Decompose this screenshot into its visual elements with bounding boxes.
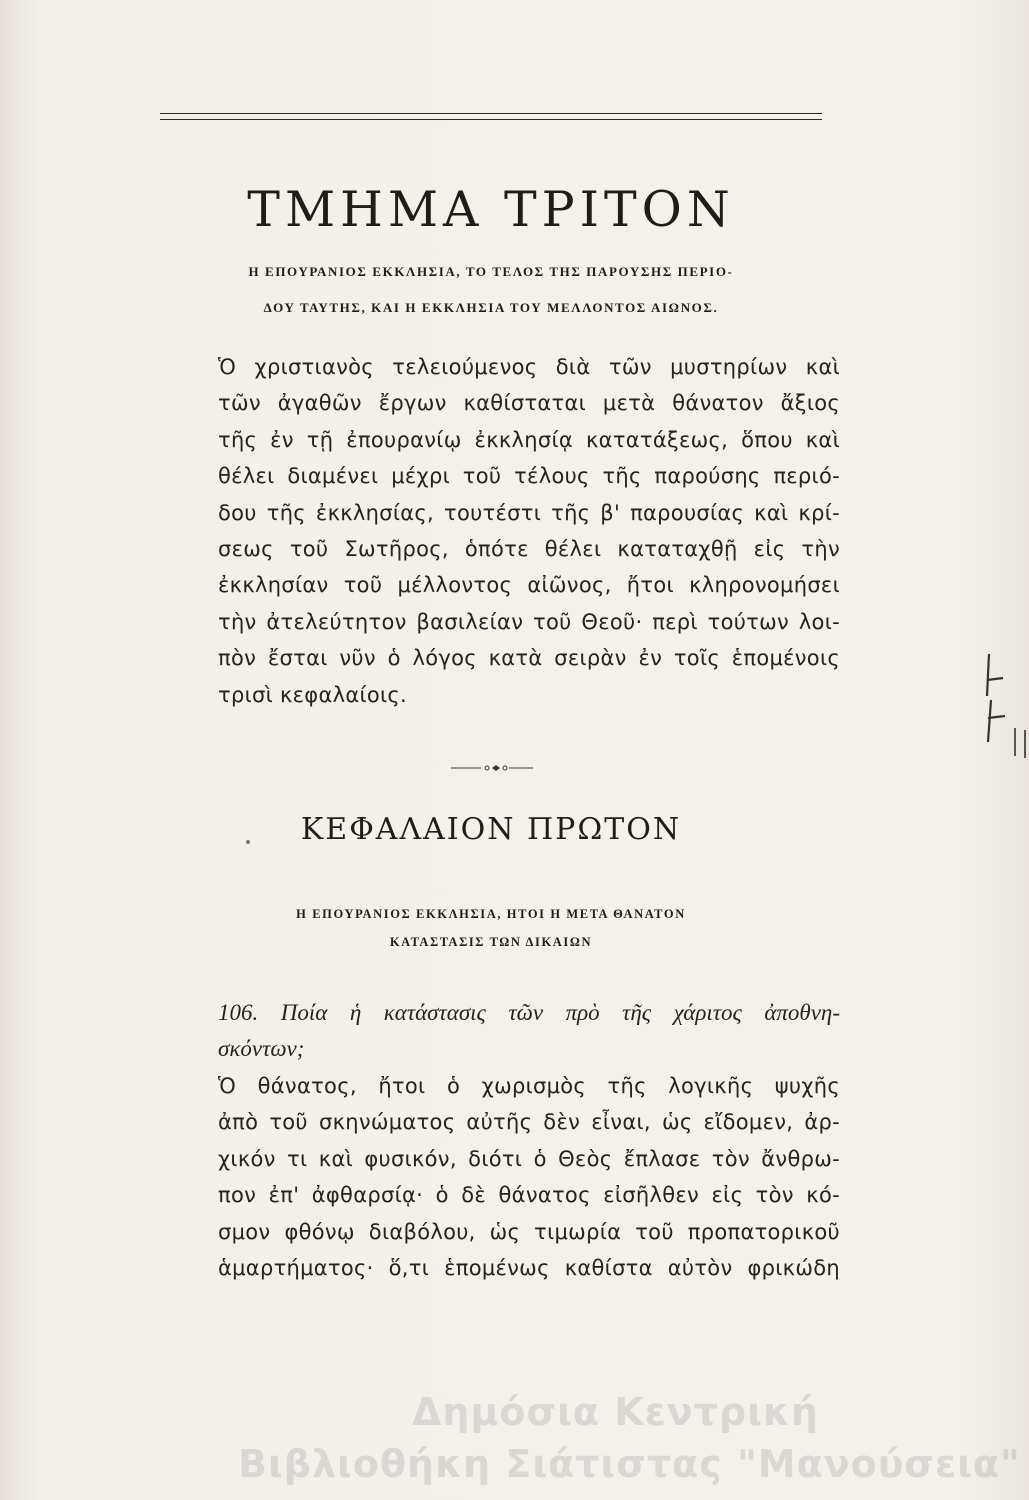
answer-line: ἁμαρτήματος· ὅ,τι ἑπομένως καθίστα αὐτὸν φρικώδη — [218, 1255, 840, 1280]
intro-line: δου τῆς ἐκκλησίας, τουτέστι τῆς β' παρουσίας καὶ κρί- — [218, 500, 840, 525]
intro-line: πὸν ἔσται νῦν ὁ λόγος κατὰ σειρὰν ἐν τοῖς ἑπομένοις — [218, 646, 840, 671]
answer-paragraph — [218, 1068, 840, 1286]
answer-line: σμον φθόνῳ διαβόλου, ὡς τιμωρία τοῦ προπατορικοῦ — [218, 1219, 840, 1244]
header-rule-bottom — [160, 119, 822, 120]
section-subtitle-line-2: ΔΟΥ ΤΑΥΤΗΣ, ΚΑΙ Η ΕΚΚΛΗΣΙΑ ΤΟΥ ΜΕΛΛΟΝΤΟΣ ΑΙΩΝΟΣ. — [263, 300, 719, 315]
question-line: 106. Ποία ἡ κατάστασις τῶν πρὸ τῆς χάριτος ἀποθνη- — [218, 1000, 840, 1025]
margin-handwritten-marks-icon — [975, 650, 1029, 760]
chapter-title: ΚΕΦΑΛΑΙΟΝ ΠΡΩΤΟΝ — [300, 812, 682, 847]
chapter-subtitle-line-1: Η ΕΠΟΥΡΑΝΙΟΣ ΕΚΚΛΗΣΙΑ, ΗΤΟΙ Η ΜΕΤΑ ΘΑΝΑΤΟΝ — [296, 907, 686, 921]
library-watermark-line-2: Βιβλιοθήκη Σιάτιστας "Μανούσεια" — [238, 1442, 1021, 1486]
intro-line: τρισὶ κεφαλαίοις. — [218, 682, 408, 707]
intro-line: Ὁ χριστιανὸς τελειούμενος διὰ τῶν μυστηρίων καὶ — [218, 355, 840, 379]
intro-line: θέλει διαμένει μέχρι τοῦ τέλους τῆς παρούσης περιό- — [218, 464, 840, 489]
answer-line: χικόν τι καὶ φυσικόν, διότι ὁ Θεὸς ἔπλασε τὸν ἄνθρω- — [218, 1146, 840, 1171]
ornament-divider-icon — [451, 758, 533, 778]
section-intro-paragraph — [218, 349, 840, 713]
question-106 — [218, 995, 840, 1067]
answer-line: Ὁ θάνατος, ἤτοι ὁ χωρισμὸς τῆς λογικῆς ψυχῆς — [218, 1074, 840, 1098]
question-line: σκόντων; — [218, 1036, 305, 1061]
intro-line: τῶν ἀγαθῶν ἔργων καθίσταται μετὰ θάνατον ἄξιος — [218, 391, 840, 416]
header-rule-top — [160, 113, 822, 114]
library-watermark-line-1: Δημόσια Κεντρική — [412, 1390, 820, 1434]
answer-line: ἀπὸ τοῦ σκηνώματος αὐτῆς δὲν εἶναι, ὡς εἴδομεν, ἀρ- — [218, 1110, 840, 1135]
intro-line: σεως τοῦ Σωτῆρος, ὁπότε θέλει καταταχθῇ εἰς τὴν — [218, 536, 840, 561]
intro-line: ἐκκλησίαν τοῦ μέλλοντος αἰῶνος, ἤτοι κληρονομήσει — [218, 573, 840, 598]
section-title: ΤΜΗΜΑ ΤΡΙΤΟΝ — [247, 181, 735, 238]
intro-line: τὴν ἀτελεύτητον βασιλείαν τοῦ Θεοῦ· περὶ τούτων λοι- — [218, 609, 840, 634]
chapter-subtitle-line-2: ΚΑΤΑΣΤΑΣΙΣ ΤΩΝ ΔΙΚΑΙΩΝ — [389, 935, 593, 949]
intro-line: τῆς ἐν τῇ ἐπουρανίῳ ἐκκλησίᾳ κατατάξεως, ὅπου καὶ — [218, 427, 840, 452]
section-subtitle-line-1: Η ΕΠΟΥΡΑΝΙΟΣ ΕΚΚΛΗΣΙΑ, ΤΟ ΤΕΛΟΣ ΤΗΣ ΠΑΡΟΥΣΗΣ ΠΕΡΙΟ- — [248, 264, 734, 279]
answer-line: πον ἐπ' ἀφθαρσίᾳ· ὁ δὲ θάνατος εἰσῆλθεν εἰς τὸν κό- — [218, 1183, 840, 1208]
